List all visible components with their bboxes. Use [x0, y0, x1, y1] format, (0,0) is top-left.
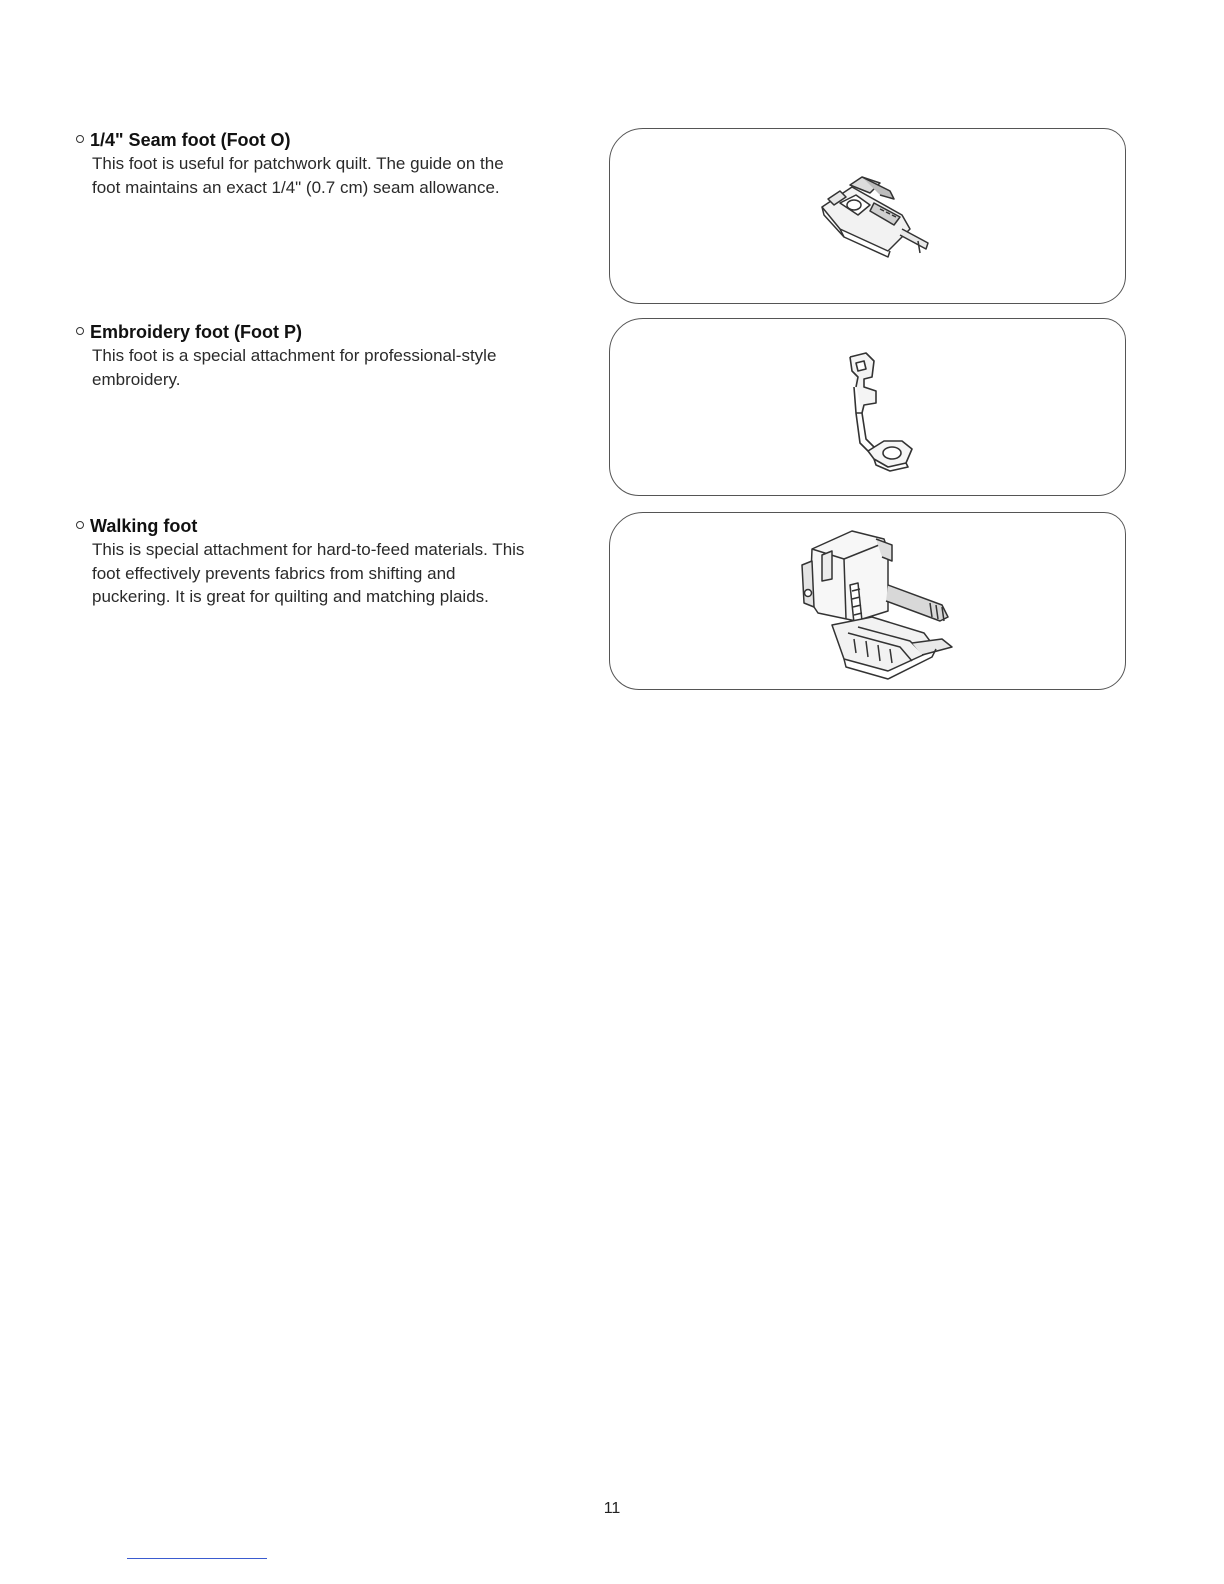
walking-foot-illustration: [792, 521, 982, 681]
section-seam-foot: [76, 128, 596, 199]
embroidery-foot-title: Embroidery foot (Foot P): [90, 322, 302, 342]
section-walking-foot: [76, 514, 596, 609]
walking-foot-frame: [609, 512, 1126, 690]
section-title: [76, 128, 596, 152]
seam-foot-frame: [609, 128, 1126, 304]
body-line: foot maintains an exact 1/4" (0.7 cm) seam allowance.: [92, 177, 500, 197]
section-title: [76, 514, 596, 538]
embroidery-foot-illustration: [828, 347, 938, 477]
body-line: puckering. It is great for quilting and matching plaids.: [92, 587, 489, 606]
bullet-icon: [76, 521, 84, 529]
body-line: This is special attachment for hard-to-feed materials. This: [92, 540, 525, 559]
section-title: [76, 320, 596, 344]
section-body: [92, 344, 597, 391]
section-embroidery-foot: [76, 320, 596, 391]
body-line: foot effectively prevents fabrics from shifting and: [92, 563, 456, 583]
section-body: [92, 538, 597, 609]
walking-foot-title: Walking foot: [90, 516, 198, 536]
body-line: embroidery.: [92, 369, 181, 389]
seam-foot-illustration: [810, 169, 950, 269]
seam-foot-title: 1/4" Seam foot (Foot O): [90, 130, 291, 150]
bullet-icon: [76, 327, 84, 335]
bullet-icon: [76, 135, 84, 143]
body-line: This foot is useful for patchwork quilt. The guide on the: [92, 154, 504, 173]
page-number: 11: [603, 1500, 621, 1517]
body-line: This foot is a special attachment for professional-style: [92, 346, 497, 365]
embroidery-foot-frame: [609, 318, 1126, 496]
section-body: [92, 152, 597, 199]
bottom-rule: [127, 1558, 267, 1559]
